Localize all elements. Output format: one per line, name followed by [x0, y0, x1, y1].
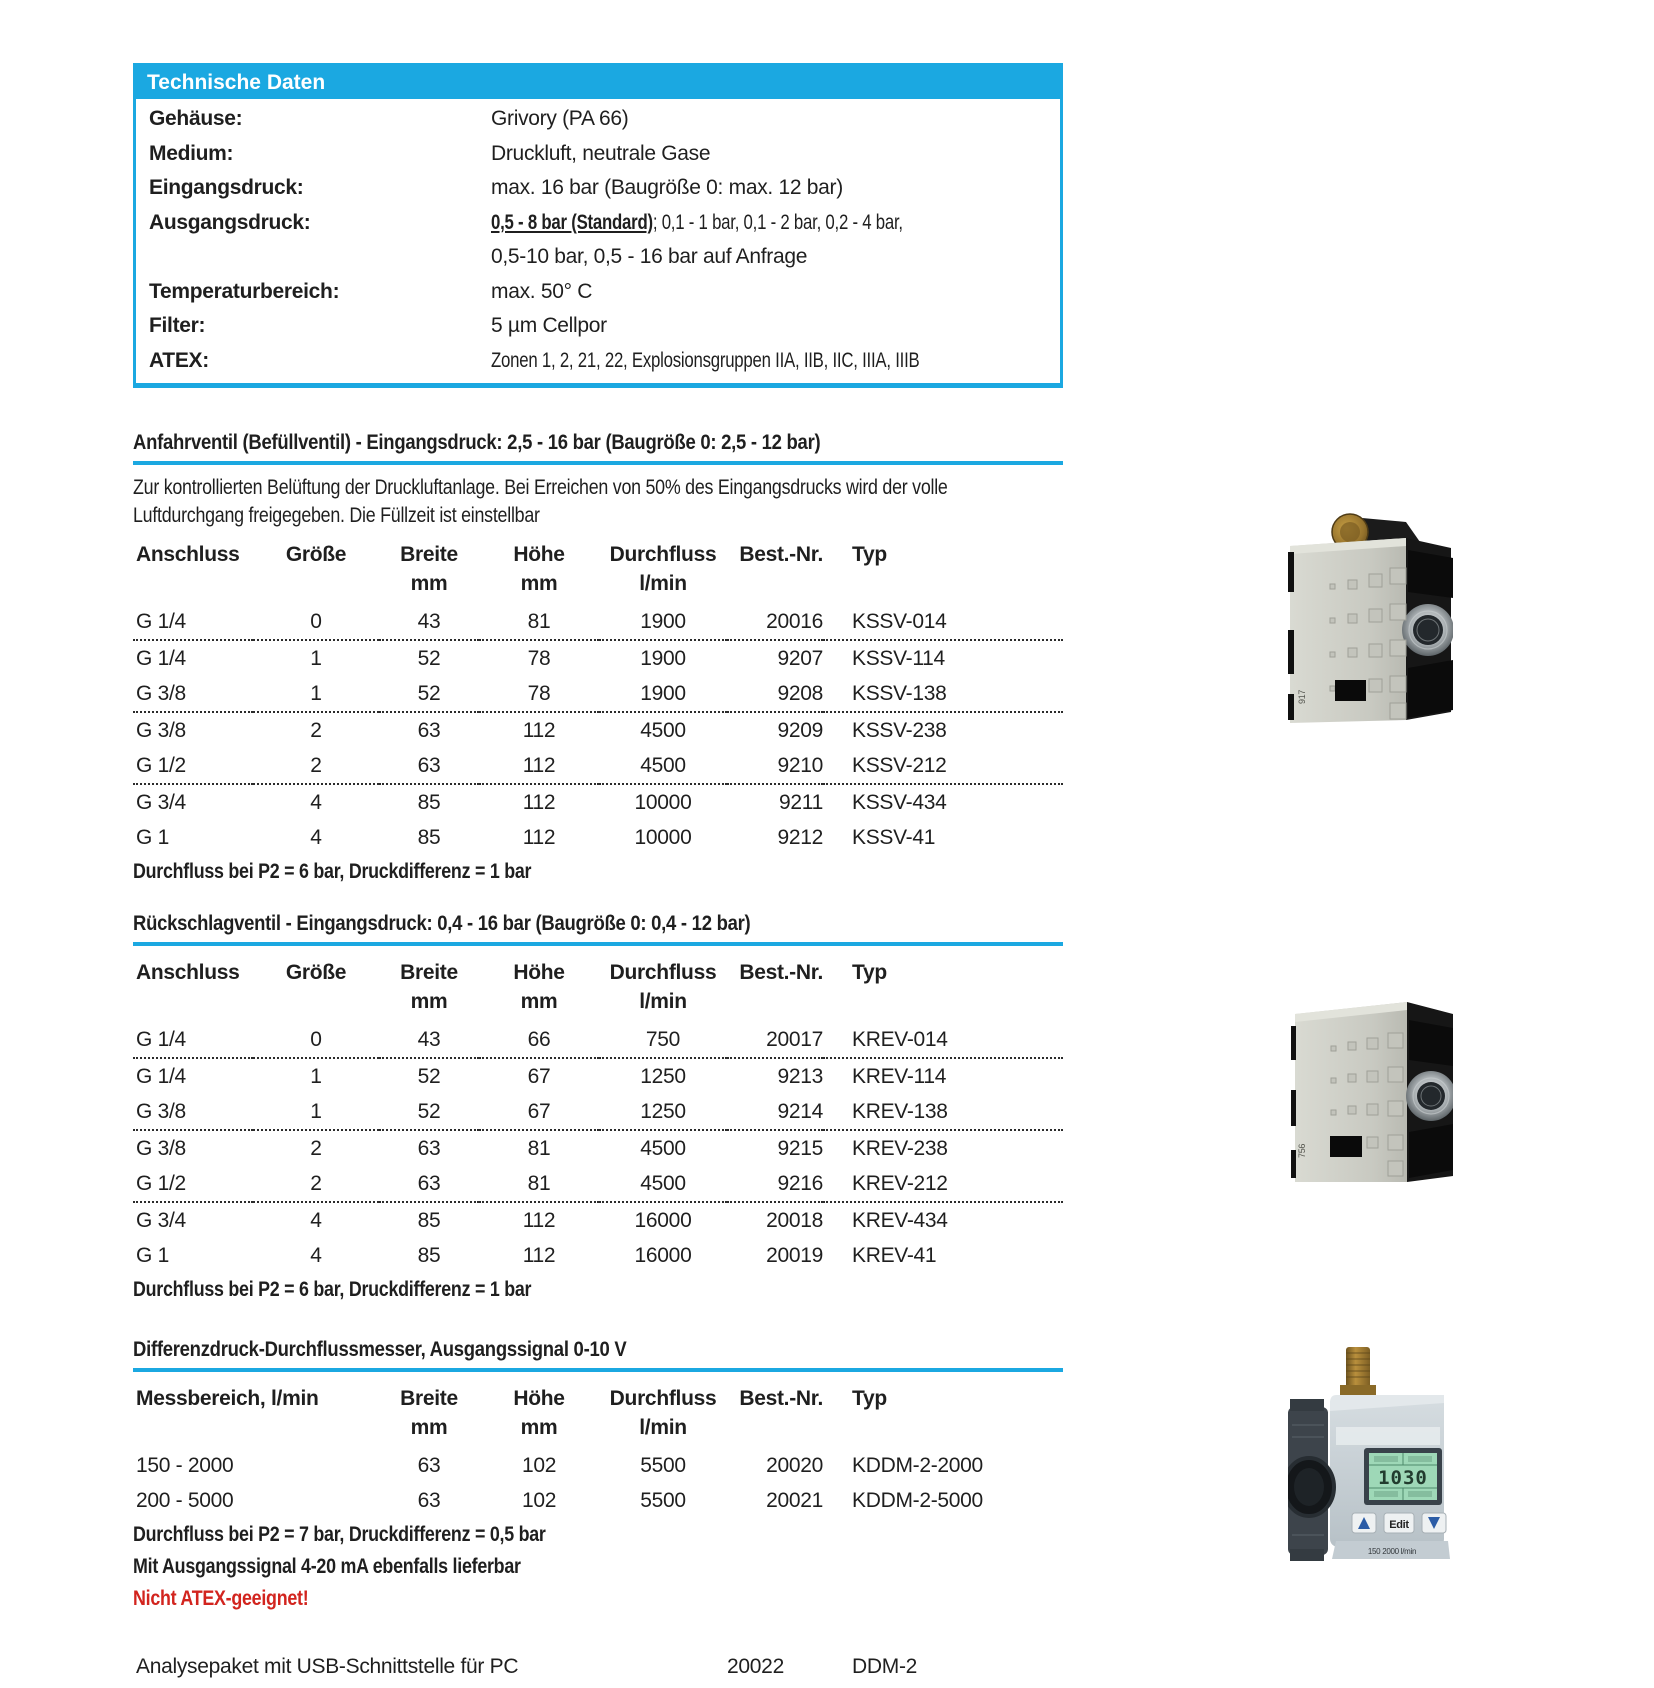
- section-rule: [133, 942, 1063, 946]
- scale-strip: [1332, 1541, 1450, 1559]
- tech-label: Ausgangsdruck:: [149, 210, 311, 234]
- column-header-typ: Typ: [852, 543, 887, 566]
- tech-label: Temperaturbereich:: [149, 279, 340, 303]
- table-row: G 3/8 2 63 112 4500 9209 KSSV-238: [136, 719, 947, 742]
- atex-warning: Nicht ATEX-geeignet!: [133, 1587, 309, 1610]
- m12-connector: [1340, 1347, 1376, 1395]
- lcd-display: [1364, 1448, 1442, 1505]
- column-header-best-nr: Best.-Nr.: [739, 543, 823, 566]
- technical-data-body: [136, 99, 1060, 383]
- tech-row-medium: [136, 137, 1060, 172]
- tech-value: max. 16 bar (Baugröße 0: max. 12 bar): [491, 176, 843, 199]
- column-header-anschluss: Anschluss: [136, 543, 240, 566]
- product-image-anfahrventil: [1288, 508, 1453, 723]
- section-rule: [133, 461, 1063, 465]
- table-footnote: Durchfluss bei P2 = 6 bar, Druckdifferenz = 1 bar: [133, 1278, 532, 1301]
- column-header-breite: Breite mm: [400, 543, 458, 595]
- section-heading: Differenzdruck-Durchflussmesser, Ausgangssignal 0-10 V: [133, 1338, 627, 1361]
- technical-data-title: Technische Daten: [136, 66, 1060, 99]
- table-row: G 1 4 85 112 10000 9212 KSSV-41: [136, 826, 936, 849]
- column-header-durchfluss: Durchfluss l/min: [609, 1387, 717, 1439]
- table-row: G 3/4 4 85 112 10000 9211 KSSV-434: [136, 791, 947, 814]
- analysepaket-best-nr: 20022: [727, 1655, 784, 1678]
- tech-value: 5 µm Cellpor: [491, 314, 607, 337]
- table-row: G 1/2 2 63 81 4500 9216 KREV-212: [133, 1166, 1063, 1202]
- table-row: G 1/4 1 52 78 1900 9207 KSSV-114: [136, 647, 945, 670]
- durchflussmesser-table: [133, 1380, 1063, 1518]
- table-row: G 1/4 0 43 81 1900 20016 KSSV-014: [133, 604, 1063, 640]
- casting-marking: 756: [1297, 1143, 1307, 1158]
- tech-label: Eingangsdruck:: [149, 176, 304, 199]
- column-header-groesse: Größe: [285, 961, 347, 984]
- table-row: G 1/2 2 63 112 4500 9210 KSSV-212: [133, 748, 1063, 784]
- analysepaket-row: [133, 1652, 1063, 1682]
- table-row: G 3/8 1 52 67 1250 9214 KREV-138: [133, 1094, 1063, 1130]
- tech-value: Zonen 1, 2, 21, 22, Explosionsgruppen IIA, IIB, IIC, IIIA, IIIB: [491, 348, 920, 372]
- column-header-breite: Breite mm: [400, 1387, 458, 1439]
- table-footnote: Durchfluss bei P2 = 7 bar, Druckdifferenz = 0,5 bar: [133, 1523, 546, 1546]
- tech-value: [491, 206, 1060, 275]
- standard-range: 0,5 - 8 bar (Standard): [491, 210, 653, 234]
- table-row: 200 - 5000 63 102 5500 20021 KDDM-2-5000: [136, 1489, 983, 1512]
- rueckschlagventil-table: [133, 954, 1063, 1273]
- tech-value: Grivory (PA 66): [491, 107, 629, 130]
- threaded-port-icon: [1402, 604, 1453, 656]
- column-header-anschluss: Anschluss: [136, 961, 240, 984]
- tech-row-temperatur: [136, 275, 1060, 310]
- table-row: G 3/8 2 63 81 4500 9215 KREV-238: [136, 1137, 948, 1160]
- product-image-rueckschlagventil: [1287, 998, 1453, 1182]
- table-footnote: Durchfluss bei P2 = 6 bar, Druckdifferenz = 1 bar: [133, 860, 532, 883]
- section-rule: [133, 1368, 1063, 1372]
- tech-row-filter: [136, 309, 1060, 344]
- other-ranges: ; 0,1 - 1 bar, 0,1 - 2 bar, 0,2 - 4 bar,: [652, 210, 903, 234]
- tech-label: Medium:: [149, 141, 234, 165]
- table-row: G 1 4 85 112 16000 20019 KREV-41: [136, 1244, 937, 1267]
- scale-text: 150 2000 l/min: [1367, 1547, 1417, 1556]
- technical-data-table: [133, 63, 1063, 388]
- analysepaket-typ: DDM-2: [852, 1655, 918, 1678]
- column-header-groesse: Größe: [285, 543, 347, 566]
- table-row: G 3/4 4 85 112 16000 20018 KREV-434: [136, 1209, 948, 1232]
- table-row: G 1/4 0 43 66 750 20017 KREV-014: [133, 1022, 1063, 1058]
- column-header-messbereich: Messbereich, l/min: [136, 1387, 319, 1410]
- tech-row-gehaeuse: [136, 102, 1060, 137]
- anfahrventil-table: [133, 536, 1063, 855]
- column-header-typ: Typ: [852, 1387, 887, 1410]
- section-heading: Anfahrventil (Befüllventil) - Eingangsdruck: 2,5 - 16 bar (Baugröße 0: 2,5 - 12 bar): [133, 431, 821, 454]
- tech-row-atex: [136, 344, 1060, 379]
- mounting-clamp: [1288, 1399, 1334, 1561]
- tech-label: ATEX:: [149, 348, 209, 372]
- product-label-plate: [1330, 1136, 1362, 1157]
- tech-value: max. 50° C: [491, 279, 593, 303]
- table-row: 150 - 2000 63 102 5500 20020 KDDM-2-2000: [136, 1454, 983, 1477]
- table-row: G 1/4 1 52 67 1250 9213 KREV-114: [136, 1065, 947, 1088]
- section-heading: Rückschlagventil - Eingangsdruck: 0,4 - 16 bar (Baugröße 0: 0,4 - 12 bar): [133, 912, 751, 935]
- column-header-hoehe: Höhe mm: [513, 543, 565, 595]
- product-label-plate: [1335, 680, 1366, 701]
- button-row: [1352, 1513, 1446, 1533]
- column-header-hoehe: Höhe mm: [513, 961, 565, 1013]
- table-row: G 3/8 1 52 78 1900 9208 KSSV-138: [133, 676, 1063, 712]
- content-column: [133, 63, 1063, 1682]
- section-rueckschlagventil: [133, 911, 1063, 1305]
- table-header-row: [133, 1380, 1063, 1448]
- edit-button-label: Edit: [1389, 1519, 1409, 1531]
- tech-value: Druckluft, neutrale Gase: [491, 141, 711, 165]
- lcd-value: 1030: [1378, 1467, 1428, 1489]
- tech-label: Gehäuse:: [149, 107, 243, 130]
- ausgangsdruck-line2: 0,5-10 bar, 0,5 - 16 bar auf Anfrage: [491, 245, 808, 268]
- tech-row-eingangsdruck: [136, 171, 1060, 206]
- column-header-breite: Breite mm: [400, 961, 458, 1013]
- table-footnote: Mit Ausgangssignal 4-20 mA ebenfalls lieferbar: [133, 1555, 521, 1578]
- tech-label: Filter:: [149, 314, 206, 337]
- column-header-best-nr: Best.-Nr.: [739, 961, 823, 984]
- table-header-row: [133, 536, 1063, 604]
- section-durchflussmesser: [133, 1337, 1063, 1614]
- table-header-row: [133, 954, 1063, 1022]
- ausgangsdruck-line1: [491, 206, 903, 241]
- column-header-best-nr: Best.-Nr.: [739, 1387, 824, 1410]
- section-anfahrventil: [133, 430, 1063, 887]
- product-image-durchflussmesser: [1288, 1345, 1450, 1562]
- section-description: Zur kontrollierten Belüftung der Druckluftanlage. Bei Erreichen von 50% des Eingangsdrucks wird der volle Luftdurchgang freigegeben. Die Füllzeit ist einstellbar: [133, 476, 948, 527]
- analysepaket-label: Analysepaket mit USB-Schnittstelle für PC: [136, 1655, 519, 1678]
- column-header-typ: Typ: [852, 961, 887, 984]
- column-header-hoehe: Höhe mm: [513, 1387, 565, 1439]
- column-header-durchfluss: Durchfluss l/min: [609, 543, 717, 595]
- casting-marking: 917: [1297, 689, 1307, 704]
- tech-row-ausgangsdruck: [136, 206, 1060, 275]
- column-header-durchfluss: Durchfluss l/min: [609, 961, 717, 1013]
